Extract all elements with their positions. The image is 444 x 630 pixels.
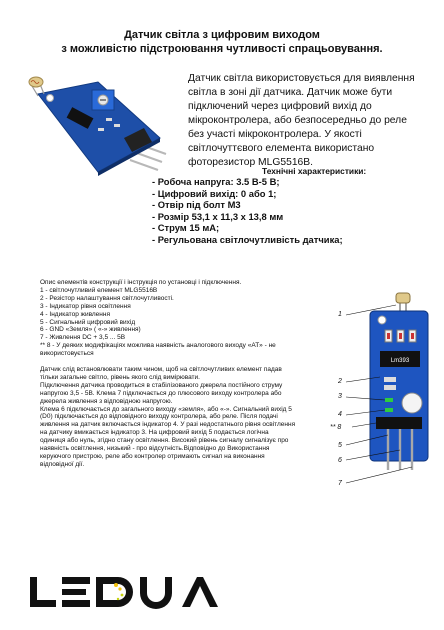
intro-line: фоторезистор MLG5516B. xyxy=(188,157,314,168)
callout-label-1: 1 xyxy=(338,311,342,318)
led-level-indicator xyxy=(385,398,393,402)
spec-item: - Отвір під болт М3 xyxy=(152,199,241,211)
intro-line: мікроконтролера, або безпосередньо до реле xyxy=(188,115,407,126)
paragraph-line: (D0) підключається до відповідного виходу контролера, або реле. Після подачі xyxy=(40,413,278,421)
title-line-2: з можливістю підстроювання чутливості спрацьовування. xyxy=(61,43,383,55)
spec-item: - Регульована світлочутливість датчика; xyxy=(152,233,343,245)
callout-label-6: 6 xyxy=(338,457,342,464)
paragraph-line: одиниця або нуль, згідно стану освітлення. Високий рівень сигналу сигналізує про xyxy=(40,437,289,445)
callout-label-4: 4 xyxy=(338,411,342,418)
spec-item: - Цифровий вихід: 0 або 1; xyxy=(152,187,277,199)
specs-list xyxy=(152,176,343,246)
product-photo xyxy=(28,72,178,182)
title-line-1: Датчик світла з цифровим виходом xyxy=(124,29,320,41)
paragraph-line: джерела живлення з відповідною напругою. xyxy=(40,397,173,405)
description-line: ** 8 - У деяких модифікаціях можлива наявність аналогового виходу «AT» - не xyxy=(40,342,276,350)
description-line: 4 - Індикатор живлення xyxy=(40,310,110,318)
installation-paragraph xyxy=(40,366,340,469)
sensitivity-potentiometer xyxy=(402,393,422,413)
description-line: 1 - світлочутливий елемент MLG5516B xyxy=(40,286,158,294)
paragraph-line: відповідної дії. xyxy=(40,460,85,468)
callout-label-2: 2 xyxy=(338,378,342,385)
paragraph-line: Підключення датчика проводиться в стабілізованого джерела постійного струму xyxy=(40,381,283,389)
callout-label-7: 7 xyxy=(338,480,342,487)
intro-line: світла в зоні дії датчика. Датчик може бути xyxy=(188,87,393,98)
callout-label-8: ** 8 xyxy=(330,424,342,431)
led-power-indicator xyxy=(385,408,393,412)
description-line: 7 - Живлення DC + 3,5 ... 5В xyxy=(40,334,126,342)
intro-text xyxy=(188,72,436,170)
paragraph-line: Датчик слід встановлювати таким чином, щоб на світлочутливих елемент падав xyxy=(40,366,282,373)
description-line: Опис елементів конструкції і інструкція по установці і підключення. xyxy=(40,279,242,286)
spec-item: - Розмір 53,1 х 11,3 х 13,8 мм xyxy=(152,210,284,222)
chip-label: Lm393 xyxy=(390,358,410,364)
paragraph-line: напругою 3,5 - 5В. Клема 7 підключається до плюсового виходу контролера або xyxy=(40,389,282,397)
intro-line: підключений через цифровий вихід до xyxy=(188,101,372,112)
intro-line: без участі мікроконтролера. У якості xyxy=(188,129,362,140)
paragraph-line: живлення на датчик включається індикатор 4. У разі недостатнього рівня освітлення xyxy=(40,421,296,429)
spec-item: - Робоча напруга: 3.5 В-5 В; xyxy=(152,176,280,187)
callout-label-3: 3 xyxy=(338,393,342,400)
description-line: 2 - Резістор налаштування світлочутливості. xyxy=(40,294,174,302)
page-title xyxy=(0,28,444,56)
paragraph-line: на датчику вмикається індикатор 3. На цифровий вихід 5 подається логічна xyxy=(40,429,269,437)
intro-line: світлочуттєвого елемента використано xyxy=(188,143,375,154)
element-description xyxy=(40,279,340,358)
description-line: 6 - GND «Земля» ( «-» живлення) xyxy=(40,326,141,334)
spec-item: - Струм 15 мА; xyxy=(152,222,220,234)
ledua-logo xyxy=(30,575,220,609)
paragraph-line: тільки загальне світло, рівень якого слід вимірювати. xyxy=(40,373,200,381)
description-line: використовується xyxy=(40,350,94,358)
pin-header xyxy=(376,417,422,429)
paragraph-line: керуючого пристрою, реле або контролер отримають сигнал на виконання xyxy=(40,452,265,460)
description-line: 3 - Індикатор рівня освітлення xyxy=(40,302,131,310)
description-line: 5 - Сигнальний цифровий вихід xyxy=(40,318,136,326)
paragraph-line: Клема 6 підключається до загального виходу «земля», або «-». Сигнальний вихід 5 xyxy=(40,405,292,413)
paragraph-line: наявність освітлення, низький - про відсутність.Відповідно до Використання xyxy=(40,445,270,453)
callout-label-5: 5 xyxy=(338,442,342,449)
board-diagram xyxy=(330,285,430,495)
intro-line: Датчик світла використовується для виявлення xyxy=(188,73,415,84)
specs-title: Технічні характеристики: xyxy=(262,166,367,176)
